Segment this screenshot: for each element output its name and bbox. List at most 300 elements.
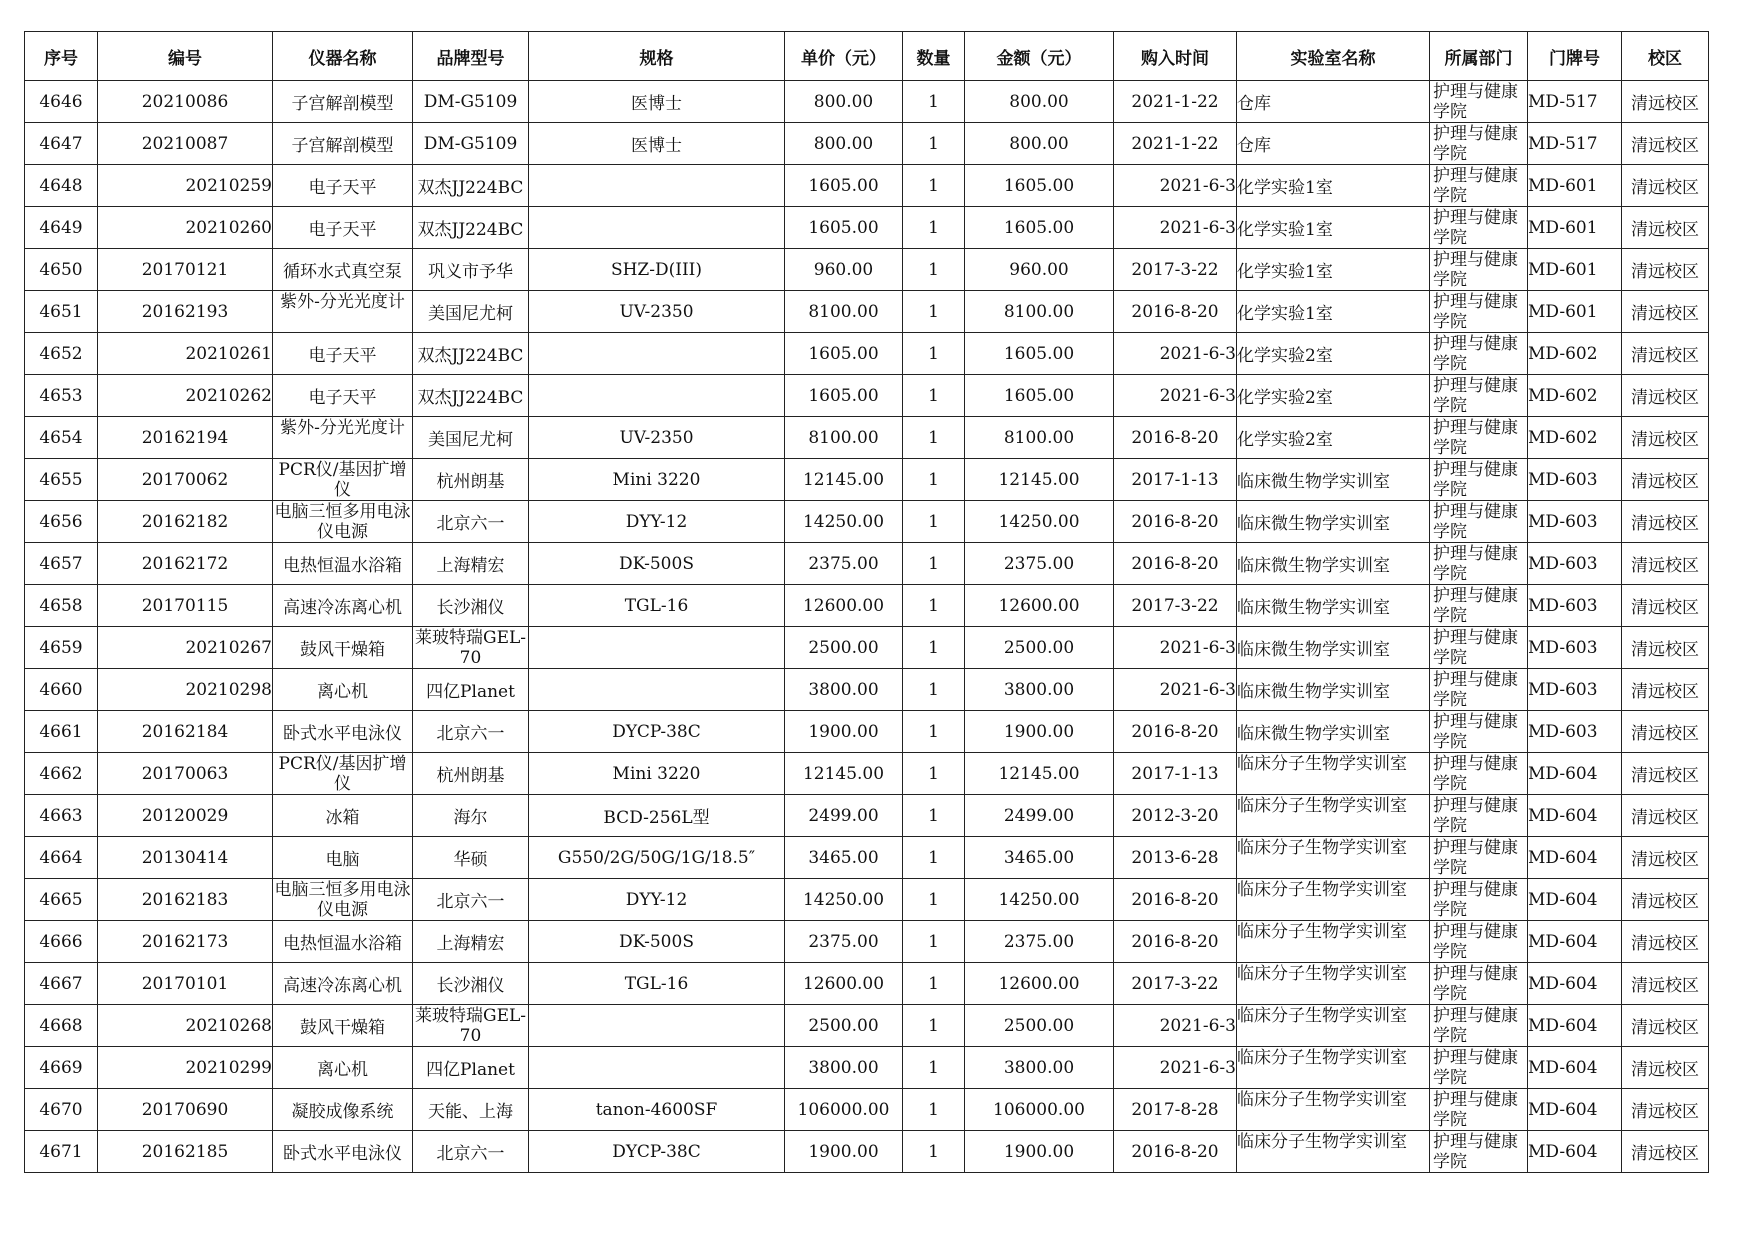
cell-date — [1114, 1089, 1237, 1131]
cell-spec — [529, 921, 785, 963]
cell-campus — [1622, 879, 1709, 921]
cell-qty-text: 1 — [928, 679, 939, 700]
cell-amount — [965, 963, 1114, 1005]
cell-qty-text: 1 — [928, 1099, 939, 1120]
cell-seq-text: 4664 — [39, 847, 83, 868]
cell-name — [273, 837, 413, 879]
cell-qty — [903, 753, 965, 795]
cell-room — [1528, 921, 1622, 963]
cell-name-text: 子宫解剖模型 — [291, 94, 394, 114]
cell-date-text: 2021-6-3 — [1159, 175, 1236, 196]
cell-campus — [1622, 1131, 1709, 1173]
cell-room — [1528, 207, 1622, 249]
cell-brand-text: 上海精宏 — [436, 934, 505, 954]
cell-qty — [903, 879, 965, 921]
cell-room-text: MD-604 — [1528, 763, 1598, 784]
cell-campus-text: 清远校区 — [1631, 220, 1699, 240]
cell-spec — [529, 627, 785, 669]
cell-brand-text: 北京六一 — [436, 514, 505, 534]
cell-dept-text: 护理与健康学院 — [1433, 123, 1518, 164]
cell-campus-text: 清远校区 — [1631, 766, 1699, 786]
cell-room-text: MD-601 — [1528, 175, 1598, 196]
cell-price — [785, 249, 903, 291]
cell-spec — [529, 879, 785, 921]
cell-name-text: 高速冷冻离心机 — [283, 976, 402, 996]
cell-qty — [903, 585, 965, 627]
cell-dept — [1430, 753, 1528, 795]
cell-amount — [965, 711, 1114, 753]
cell-amount — [965, 501, 1114, 543]
cell-brand — [413, 753, 529, 795]
cell-lab-text: 化学实验1室 — [1237, 220, 1333, 240]
cell-code — [98, 585, 273, 627]
cell-room — [1528, 1131, 1622, 1173]
cell-code-text: 20162194 — [141, 427, 229, 448]
cell-room-text: MD-604 — [1528, 847, 1598, 868]
cell-code — [98, 1131, 273, 1173]
cell-date — [1114, 81, 1237, 123]
cell-price — [785, 459, 903, 501]
cell-seq-text: 4646 — [39, 91, 83, 112]
cell-brand — [413, 123, 529, 165]
cell-amount-text: 12145.00 — [998, 763, 1080, 784]
cell-campus — [1622, 1005, 1709, 1047]
cell-brand-text: 美国尼尤柯 — [428, 430, 513, 450]
cell-spec — [529, 333, 785, 375]
cell-amount-text: 800.00 — [1009, 91, 1069, 112]
cell-lab — [1237, 1089, 1430, 1131]
cell-lab — [1237, 249, 1430, 291]
cell-dept-text: 护理与健康学院 — [1433, 753, 1518, 794]
cell-qty-text: 1 — [928, 889, 939, 910]
cell-room-text: MD-604 — [1528, 1057, 1598, 1078]
cell-brand-text: 长沙湘仪 — [436, 598, 505, 618]
cell-brand-text: 华硕 — [453, 850, 488, 870]
cell-room — [1528, 123, 1622, 165]
cell-spec-text: Mini 3220 — [612, 469, 701, 490]
cell-seq-text: 4668 — [39, 1015, 83, 1036]
cell-seq — [25, 207, 98, 249]
cell-date — [1114, 333, 1237, 375]
cell-qty — [903, 1005, 965, 1047]
cell-dept-text: 护理与健康学院 — [1433, 207, 1518, 248]
cell-code-text: 20210262 — [185, 385, 272, 406]
cell-campus — [1622, 963, 1709, 1005]
table-row — [25, 501, 1709, 543]
cell-qty-text: 1 — [928, 259, 939, 280]
cell-name — [273, 1089, 413, 1131]
cell-date-text: 2016-8-20 — [1131, 931, 1219, 952]
table-row — [25, 249, 1709, 291]
cell-code-text: 20210259 — [185, 175, 272, 196]
cell-amount — [965, 1047, 1114, 1089]
cell-brand — [413, 963, 529, 1005]
cell-dept-text: 护理与健康学院 — [1433, 627, 1518, 668]
cell-spec-text: DK-500S — [619, 553, 694, 574]
cell-dept-text: 护理与健康学院 — [1433, 249, 1518, 290]
cell-seq — [25, 1131, 98, 1173]
cell-campus — [1622, 627, 1709, 669]
cell-price-text: 2375.00 — [808, 931, 879, 952]
cell-dept-text: 护理与健康学院 — [1433, 1047, 1518, 1088]
table-row — [25, 837, 1709, 879]
cell-amount — [965, 837, 1114, 879]
cell-seq-text: 4662 — [39, 763, 83, 784]
cell-spec-text: Mini 3220 — [612, 763, 701, 784]
cell-spec-text: DYCP-38C — [612, 721, 701, 742]
cell-qty-text: 1 — [928, 427, 939, 448]
cell-lab — [1237, 669, 1430, 711]
cell-date-text: 2017-1-13 — [1131, 469, 1219, 490]
cell-qty — [903, 669, 965, 711]
cell-code — [98, 543, 273, 585]
cell-campus — [1622, 543, 1709, 585]
cell-price — [785, 417, 903, 459]
cell-qty-text: 1 — [928, 763, 939, 784]
cell-dept — [1430, 795, 1528, 837]
cell-room-text: MD-604 — [1528, 1015, 1598, 1036]
cell-spec-text: SHZ-D(III) — [610, 259, 703, 280]
cell-room-text: MD-517 — [1528, 91, 1598, 112]
cell-date — [1114, 501, 1237, 543]
cell-room — [1528, 249, 1622, 291]
cell-price — [785, 669, 903, 711]
cell-lab — [1237, 921, 1430, 963]
header-date: 购入时间 — [1114, 32, 1237, 81]
cell-code-text: 20210261 — [185, 343, 272, 364]
cell-dept-text: 护理与健康学院 — [1433, 669, 1518, 710]
cell-lab — [1237, 1005, 1430, 1047]
cell-qty-text: 1 — [928, 805, 939, 826]
cell-brand-text: 双杰JJ224BC — [417, 388, 524, 408]
cell-brand-text: DM-G5109 — [423, 133, 518, 154]
cell-seq-text: 4652 — [39, 343, 83, 364]
cell-seq-text: 4657 — [39, 553, 83, 574]
cell-price-text: 800.00 — [813, 133, 874, 154]
cell-seq-text: 4649 — [39, 217, 83, 238]
cell-name-text: 电脑三恒多用电泳仪电源 — [274, 879, 411, 920]
cell-dept — [1430, 669, 1528, 711]
cell-amount-text: 2375.00 — [1003, 553, 1075, 574]
cell-seq — [25, 165, 98, 207]
cell-amount-text: 3800.00 — [1003, 1057, 1075, 1078]
cell-lab — [1237, 711, 1430, 753]
cell-code-text: 20170690 — [141, 1099, 229, 1120]
cell-room — [1528, 963, 1622, 1005]
cell-campus-text: 清远校区 — [1631, 1144, 1699, 1164]
cell-price — [785, 1089, 903, 1131]
table-row — [25, 207, 1709, 249]
cell-lab-text: 临床微生物学实训室 — [1237, 640, 1390, 660]
cell-amount-text: 2500.00 — [1003, 1015, 1075, 1036]
cell-amount-text: 1605.00 — [1003, 217, 1075, 238]
cell-brand — [413, 879, 529, 921]
cell-lab-text: 临床微生物学实训室 — [1237, 682, 1390, 702]
cell-seq-text: 4650 — [39, 259, 83, 280]
cell-campus — [1622, 795, 1709, 837]
cell-date-text: 2016-8-20 — [1131, 889, 1219, 910]
cell-name-text: PCR仪/基因扩增仪 — [278, 753, 407, 794]
cell-room-text: MD-604 — [1528, 1141, 1598, 1162]
cell-date-text: 2016-8-20 — [1131, 1141, 1219, 1162]
cell-date — [1114, 585, 1237, 627]
cell-price-text: 2375.00 — [808, 553, 879, 574]
table-row — [25, 291, 1709, 333]
cell-price — [785, 543, 903, 585]
cell-seq-text: 4659 — [39, 637, 83, 658]
cell-spec — [529, 249, 785, 291]
cell-brand-text: 北京六一 — [436, 1144, 505, 1164]
cell-date-text: 2017-8-28 — [1131, 1099, 1219, 1120]
header-campus: 校区 — [1622, 32, 1709, 81]
cell-campus — [1622, 1047, 1709, 1089]
cell-dept — [1430, 837, 1528, 879]
cell-name — [273, 459, 413, 501]
cell-code — [98, 291, 273, 333]
cell-dept-text: 护理与健康学院 — [1433, 1131, 1518, 1172]
cell-qty — [903, 921, 965, 963]
cell-code — [98, 795, 273, 837]
cell-amount — [965, 879, 1114, 921]
cell-qty — [903, 837, 965, 879]
cell-room — [1528, 291, 1622, 333]
cell-date-text: 2021-6-3 — [1159, 217, 1236, 238]
cell-seq-text: 4667 — [39, 973, 83, 994]
cell-name — [273, 165, 413, 207]
cell-price-text: 12600.00 — [802, 595, 885, 616]
cell-dept-text: 护理与健康学院 — [1433, 375, 1518, 416]
cell-name — [273, 207, 413, 249]
cell-qty — [903, 795, 965, 837]
cell-campus-text: 清远校区 — [1631, 724, 1699, 744]
cell-qty-text: 1 — [928, 301, 939, 322]
table-row — [25, 963, 1709, 1005]
cell-code-text: 20130414 — [141, 847, 229, 868]
cell-lab — [1237, 333, 1430, 375]
cell-spec-text: 医博士 — [631, 136, 682, 156]
cell-qty-text: 1 — [928, 595, 939, 616]
cell-name-text: 电子天平 — [308, 388, 377, 408]
cell-lab — [1237, 879, 1430, 921]
cell-brand — [413, 837, 529, 879]
cell-code-text: 20170101 — [141, 973, 229, 994]
cell-campus-text: 清远校区 — [1631, 808, 1699, 828]
cell-spec — [529, 711, 785, 753]
cell-brand — [413, 795, 529, 837]
cell-campus — [1622, 753, 1709, 795]
cell-room-text: MD-604 — [1528, 805, 1598, 826]
cell-seq-text: 4648 — [39, 175, 83, 196]
cell-qty — [903, 963, 965, 1005]
cell-dept-text: 护理与健康学院 — [1433, 417, 1518, 458]
cell-date — [1114, 1131, 1237, 1173]
cell-date-text: 2012-3-20 — [1131, 805, 1219, 826]
table-row — [25, 585, 1709, 627]
cell-campus-text: 清远校区 — [1631, 304, 1699, 324]
cell-dept — [1430, 249, 1528, 291]
cell-spec-text: TGL-16 — [624, 595, 689, 616]
cell-lab-text: 化学实验1室 — [1237, 178, 1333, 198]
cell-lab-text: 临床分子生物学实训室 — [1237, 753, 1407, 774]
cell-spec — [529, 1089, 785, 1131]
cell-price-text: 1605.00 — [808, 175, 879, 196]
cell-qty-text: 1 — [928, 511, 939, 532]
cell-amount-text: 3465.00 — [1003, 847, 1075, 868]
cell-price — [785, 753, 903, 795]
cell-seq — [25, 291, 98, 333]
table-row — [25, 753, 1709, 795]
cell-qty-text: 1 — [928, 469, 939, 490]
cell-brand — [413, 417, 529, 459]
cell-dept-text: 护理与健康学院 — [1433, 501, 1518, 542]
cell-room-text: MD-603 — [1528, 637, 1598, 658]
cell-amount — [965, 459, 1114, 501]
cell-price-text: 12600.00 — [802, 973, 885, 994]
cell-name — [273, 375, 413, 417]
cell-date-text: 2021-6-3 — [1159, 343, 1236, 364]
cell-price — [785, 333, 903, 375]
table-row — [25, 1089, 1709, 1131]
cell-qty-text: 1 — [928, 175, 939, 196]
cell-campus-text: 清远校区 — [1631, 850, 1699, 870]
cell-campus-text: 清远校区 — [1631, 598, 1699, 618]
cell-room — [1528, 837, 1622, 879]
cell-date — [1114, 1047, 1237, 1089]
cell-seq — [25, 249, 98, 291]
cell-name-text: 电脑 — [325, 850, 360, 870]
cell-lab — [1237, 291, 1430, 333]
cell-qty-text: 1 — [928, 847, 939, 868]
cell-lab — [1237, 795, 1430, 837]
cell-campus — [1622, 501, 1709, 543]
equipment-table — [24, 31, 1709, 1173]
cell-code — [98, 921, 273, 963]
cell-lab — [1237, 585, 1430, 627]
cell-price-text: 14250.00 — [802, 889, 885, 910]
cell-date — [1114, 123, 1237, 165]
cell-qty — [903, 333, 965, 375]
cell-name — [273, 1005, 413, 1047]
cell-room — [1528, 417, 1622, 459]
cell-lab-text: 临床分子生物学实训室 — [1237, 1131, 1407, 1152]
cell-amount-text: 12145.00 — [998, 469, 1080, 490]
cell-brand — [413, 165, 529, 207]
table-body — [25, 81, 1709, 1173]
cell-price-text: 1605.00 — [808, 217, 879, 238]
cell-room — [1528, 1089, 1622, 1131]
cell-code — [98, 1089, 273, 1131]
cell-lab — [1237, 1047, 1430, 1089]
cell-qty-text: 1 — [928, 931, 939, 952]
cell-amount-text: 1605.00 — [1003, 175, 1075, 196]
cell-dept — [1430, 1131, 1528, 1173]
cell-spec — [529, 543, 785, 585]
cell-amount-text: 3800.00 — [1003, 679, 1075, 700]
cell-amount-text: 14250.00 — [998, 889, 1080, 910]
cell-amount-text: 960.00 — [1009, 259, 1069, 280]
cell-brand-text: 海尔 — [453, 808, 488, 828]
cell-code-text: 20162193 — [141, 301, 229, 322]
cell-lab-text: 临床分子生物学实训室 — [1237, 921, 1407, 942]
header-brand: 品牌型号 — [413, 32, 529, 81]
cell-qty — [903, 207, 965, 249]
cell-lab-text: 临床分子生物学实训室 — [1237, 837, 1407, 858]
cell-amount-text: 12600.00 — [998, 973, 1080, 994]
cell-brand — [413, 627, 529, 669]
cell-price-text: 8100.00 — [808, 427, 879, 448]
cell-campus — [1622, 165, 1709, 207]
cell-qty — [903, 123, 965, 165]
cell-dept — [1430, 1047, 1528, 1089]
cell-spec-text: DYY-12 — [625, 511, 688, 532]
cell-qty-text: 1 — [928, 343, 939, 364]
cell-room-text: MD-604 — [1528, 1099, 1598, 1120]
cell-campus — [1622, 417, 1709, 459]
cell-campus — [1622, 921, 1709, 963]
cell-name-text: 鼓风干燥箱 — [300, 640, 385, 660]
cell-date-text: 2021-6-3 — [1159, 1057, 1236, 1078]
cell-qty-text: 1 — [928, 217, 939, 238]
cell-room-text: MD-601 — [1528, 301, 1598, 322]
cell-room — [1528, 585, 1622, 627]
cell-amount — [965, 165, 1114, 207]
cell-spec — [529, 459, 785, 501]
cell-brand-text: 杭州朗基 — [436, 472, 505, 492]
table-row — [25, 459, 1709, 501]
cell-campus-text: 清远校区 — [1631, 346, 1699, 366]
cell-lab — [1237, 123, 1430, 165]
cell-brand — [413, 1131, 529, 1173]
cell-dept — [1430, 501, 1528, 543]
cell-spec-text: 医博士 — [631, 94, 682, 114]
cell-amount-text: 8100.00 — [1003, 427, 1075, 448]
cell-campus — [1622, 1089, 1709, 1131]
cell-price — [785, 711, 903, 753]
cell-dept-text: 护理与健康学院 — [1433, 1089, 1518, 1130]
table-row — [25, 879, 1709, 921]
cell-price-text: 1605.00 — [808, 343, 879, 364]
cell-code — [98, 1005, 273, 1047]
cell-campus — [1622, 837, 1709, 879]
cell-spec-text: UV-2350 — [619, 301, 694, 322]
cell-dept — [1430, 333, 1528, 375]
cell-seq-text: 4656 — [39, 511, 83, 532]
cell-seq — [25, 753, 98, 795]
cell-price-text: 3800.00 — [808, 679, 879, 700]
table-row — [25, 81, 1709, 123]
cell-dept — [1430, 417, 1528, 459]
cell-dept — [1430, 375, 1528, 417]
cell-dept-text: 护理与健康学院 — [1433, 921, 1518, 962]
cell-brand-text: 北京六一 — [436, 892, 505, 912]
cell-dept — [1430, 1005, 1528, 1047]
cell-qty-text: 1 — [928, 1057, 939, 1078]
cell-code — [98, 837, 273, 879]
cell-seq — [25, 627, 98, 669]
cell-name — [273, 627, 413, 669]
cell-lab-text: 临床微生物学实训室 — [1237, 472, 1390, 492]
cell-spec-text: UV-2350 — [619, 427, 694, 448]
cell-campus-text: 清远校区 — [1631, 1060, 1699, 1080]
cell-date — [1114, 459, 1237, 501]
cell-seq — [25, 333, 98, 375]
table-row — [25, 1047, 1709, 1089]
cell-campus — [1622, 585, 1709, 627]
cell-price-text: 12145.00 — [802, 763, 885, 784]
cell-lab — [1237, 81, 1430, 123]
cell-amount — [965, 207, 1114, 249]
cell-date — [1114, 711, 1237, 753]
